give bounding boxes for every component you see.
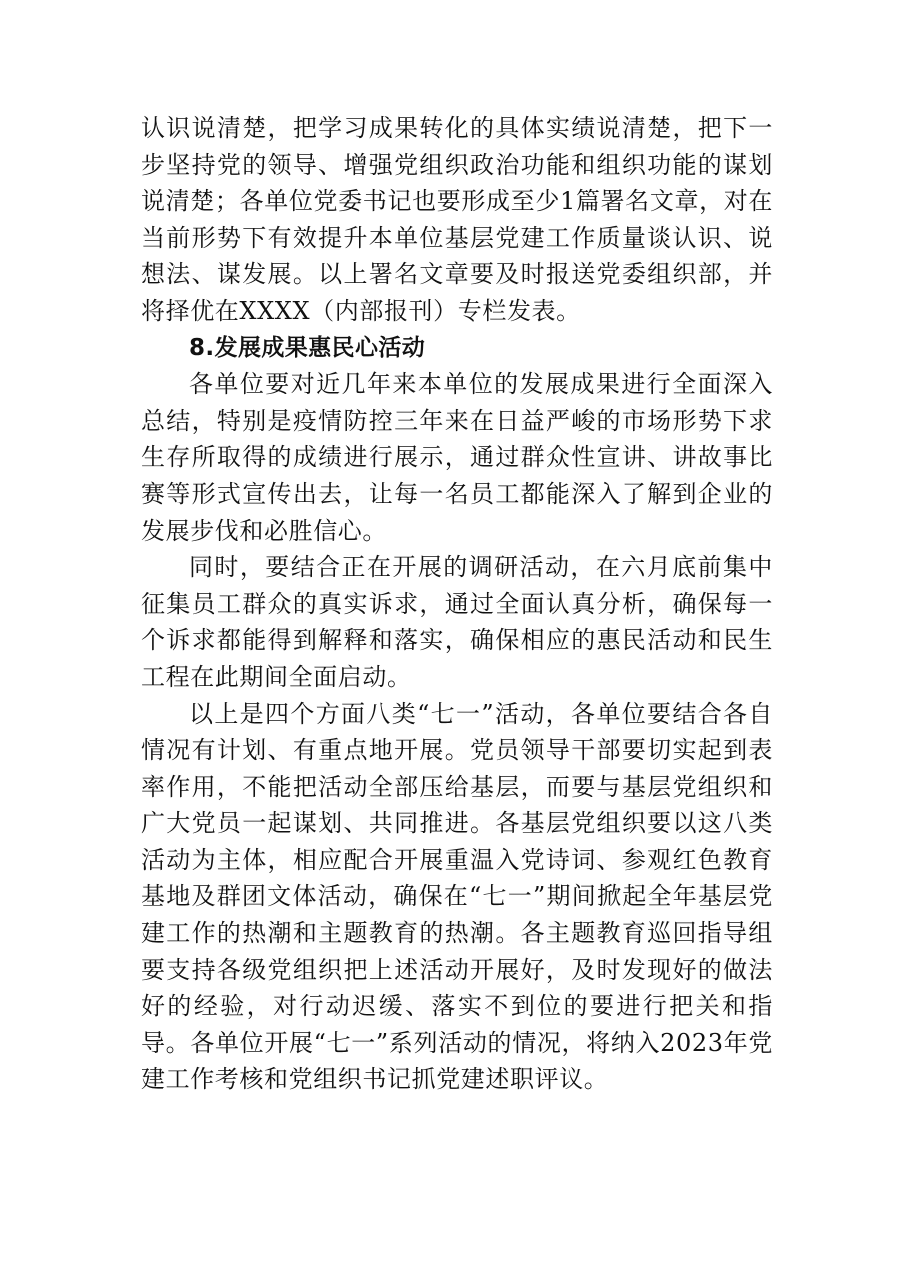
paragraph-achievements: 各单位要对近几年来本单位的发展成果进行全面深入总结，特别是疫情防控三年来在日益严峻的市场形势下求生存所取得的成绩进行展示，通过群众性宣讲、讲故事比赛等形式宣传出去，让每一名员工都能深入了解到企业的发展步伐和必胜信心。: [141, 370, 773, 545]
paragraph-continuation: 认识说清楚，把学习成果转化的具体实绩说清楚，把下一步坚持党的领导、增强党组织政治功能和组织功能的谋划说清楚；各单位党委书记也要形成至少1篇署名文章，对在当前形势下有效提升本单位基层党建工作质量谈认识、说想法、谋发展。以上署名文章要及时报送党委组织部，并将择优在XXXX（内部报刊）专栏发表。: [141, 114, 773, 325]
section-heading: 8.发展成果惠民心活动: [189, 334, 426, 361]
document-body: [141, 110, 773, 1098]
paragraph-research: 同时，要结合正在开展的调研活动，在六月底前集中征集员工群众的真实诉求，通过全面认真分析，确保每一个诉求都能得到解释和落实，确保相应的惠民活动和民生工程在此期间全面启动。: [141, 553, 773, 691]
paragraph-summary: 以上是四个方面八类“七一”活动，各单位要结合各自情况有计划、有重点地开展。党员领导干部要切实起到表率作用，不能把活动全部压给基层，而要与基层党组织和广大党员一起谋划、共同推进。各基层党组织要以这八类活动为主体，相应配合开展重温入党诗词、参观红色教育基地及群团文体活动，确保在“七一”期间掀起全年基层党建工作的热潮和主题教育的热潮。各主题教育巡回指导组要支持各级党组织把上述活动开展好，及时发现好的做法好的经验，对行动迟缓、落实不到位的要进行把关和指导。各单位开展“七一”系列活动的情况，将纳入2023年党建工作考核和党组织书记抓党建述职评议。: [141, 699, 773, 1094]
